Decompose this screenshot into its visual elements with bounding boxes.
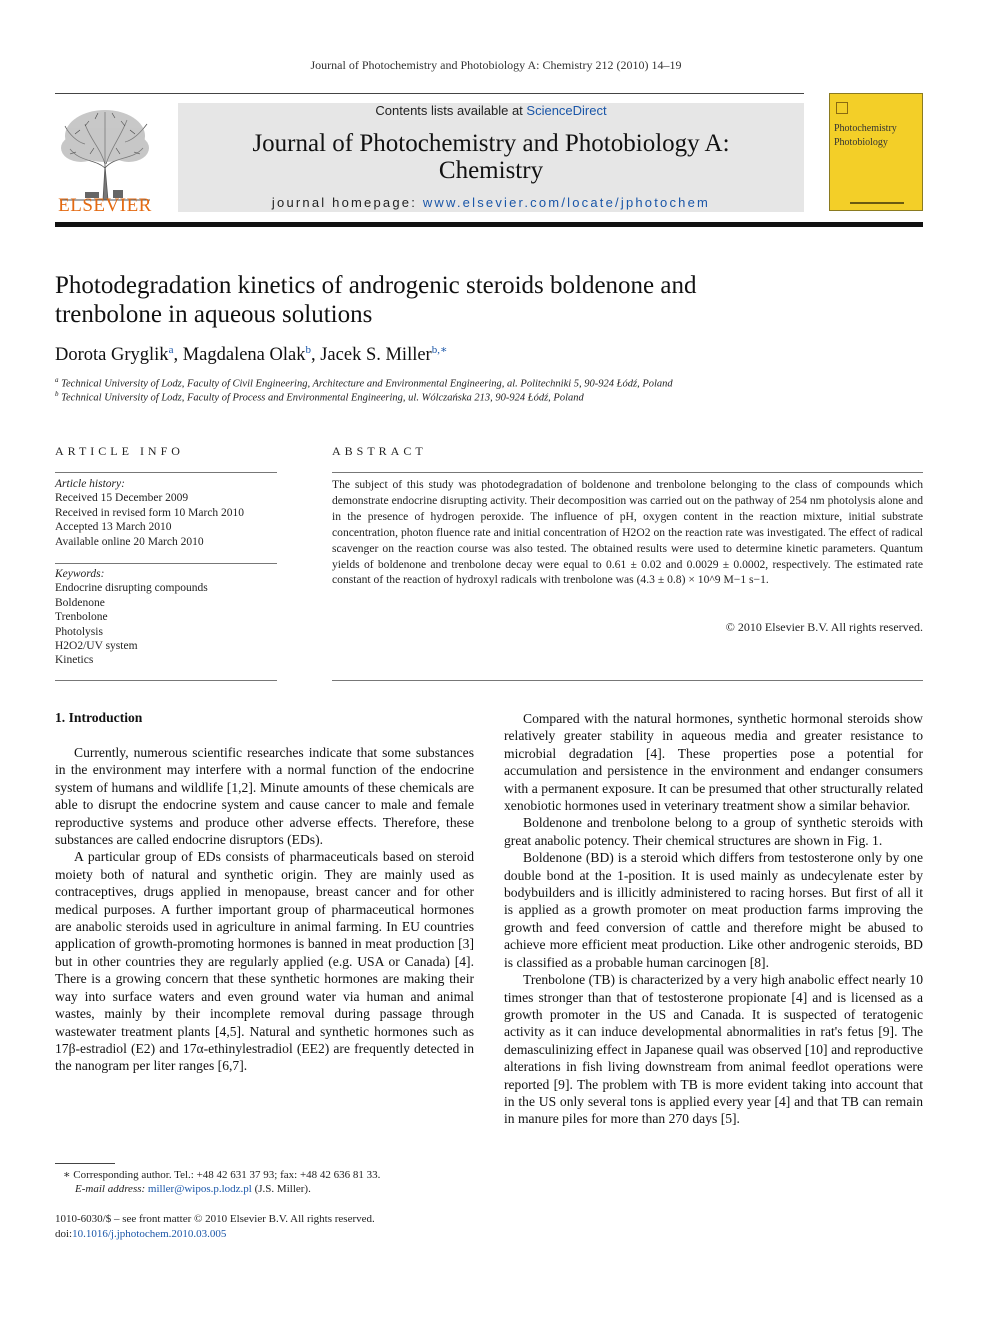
keywords-label: Keywords:	[55, 568, 105, 580]
running-head: Journal of Photochemistry and Photobiology A: Chemistry 212 (2010) 14–19	[310, 58, 682, 72]
history-label: Article history:	[55, 478, 125, 490]
email-line	[55, 1182, 475, 1196]
affiliation-mark: b	[55, 390, 59, 398]
article-info-bottom-rule	[55, 680, 277, 681]
homepage-link[interactable]: www.elsevier.com/locate/jphotochem	[422, 195, 711, 210]
body-paragraph: Compared with the natural hormones, synthetic hormonal steroids show relatively greater stability in aqueous media and greater resistance to microbial degradation [4]. These properties pose a potential for accumulation and persistence in the environment and endanger consumers with a permanent exposure. It can be presumed that other structurally related xenobiotic hormones used in veterinary treatment show a similar behavior.	[504, 711, 923, 814]
affiliation	[55, 376, 673, 390]
elsevier-logo[interactable]	[55, 104, 155, 216]
abstract-rule	[332, 472, 923, 473]
body-paragraph: Currently, numerous scientific researches indicate that some substances in the environment may interfere with a normal function of the endocrine system of humans and wildlife [1,2]. Minute amounts of these chemicals are able to disrupt the endocrine system and cause cancer to male and female reproductive systems and produce other adverse effects. Therefore, these substances are called endocrine disruptors (EDs).	[55, 745, 474, 848]
keyword-item: Kinetics	[55, 654, 94, 667]
article-title-line1: Photodegradation kinetics of androgenic steroids boldenone and	[55, 272, 697, 299]
corresponding-author-note	[55, 1168, 475, 1196]
abstract-heading: ABSTRACT	[332, 444, 427, 458]
article-title	[55, 271, 815, 329]
cover-title	[834, 122, 897, 150]
affiliation-text: Technical University of Lodz, Faculty of Civil Engineering, Architecture and Environmental Engineering, al. Politechniki 5, 90-924 Łódź, Poland	[61, 378, 673, 390]
article-info-heading: ARTICLE INFO	[55, 444, 184, 458]
issn-line: 1010-6030/$ – see front matter © 2010 Elsevier B.V. All rights reserved.	[55, 1213, 375, 1225]
doi-link[interactable]: 10.1016/j.jphotochem.2010.03.005	[72, 1228, 227, 1240]
contents-line	[178, 103, 804, 118]
author-name[interactable]: Magdalena Olak	[182, 345, 306, 366]
author-list: Dorota Gryglik$^a$, Magdalena Olak$^b$, Jacek S. Miller$^{b,∗}$	[55, 344, 448, 366]
abstract-text: The subject of this study was photodegradation of boldenone and trenbolone belonging to the class of compounds which demonstrate endocrine disrupting activity. Their decomposition was carried out on the pathway of 254 nm photolysis alone and in the presence of hydrogen peroxide. The influence of pH, oxygen content in the reaction mixture, initial substrate concentration, photon fluence rate and initial concentration of H2O2 on the reaction rate was investigated. The effect of radical scavenger on the reaction course was also tested. The obtained results were used to determine kinetic parameters. Quantum yields of boldenone and trenbolone decay were equal to 0.61 ± 0.02 and 0.0029 ± 0.0002, respectively. The estimated rate constant of the reaction of hydroxyl radicals with trenbolone was (4.3 ± 0.8) × 10^9 M−1 s−1.	[332, 478, 923, 587]
front-matter	[55, 1212, 375, 1242]
footnote-rule	[55, 1163, 115, 1164]
affiliation-text: Technical University of Lodz, Faculty of Process and Environmental Engineering, ul. Wólczańska 213, 90-924 Łódź, Poland	[61, 392, 584, 404]
body-right-column	[504, 710, 923, 1128]
author-affil-mark[interactable]: b,∗	[431, 344, 448, 356]
masthead-rule	[55, 222, 923, 227]
history-item: Received in revised form 10 March 2010	[55, 506, 245, 519]
cover-footer-bar	[850, 202, 904, 204]
journal-cover-thumbnail[interactable]	[829, 93, 923, 211]
keyword-item: Trenbolone	[55, 611, 108, 624]
cover-title-line1: Photochemistry	[834, 123, 897, 134]
keywords	[55, 567, 277, 668]
cover-emblem-icon	[836, 102, 848, 114]
history-item: Accepted 13 March 2010	[55, 521, 172, 534]
body-paragraph: A particular group of EDs consists of pharmaceuticals based on steroid moiety both of natural and synthetic origin. They are mainly used as contraceptives, drugs applied in menopause, breast cancer and for other medical purposes. A further important group of pharmaceutical hormones are anabolic steroids used in agriculture in animal farming. In EU countries application of growth-promoting hormones is banned in meat production [3] but in other countries they are regularly applied (e.g. USA or Canada) [4]. There is a growing concern that these synthetic hormones are making their way into surface waters and even ground water via human and animal wastes, mainly by their incomplete removal during passage through wastewater treatment plants [4,5]. Natural and synthetic hormones such as 17β-estradiol (E2) and 17α-ethinylestradiol (EE2) are frequently detected in the nanogram per liter ranges [6,7].	[55, 849, 474, 1074]
copyright: © 2010 Elsevier B.V. All rights reserved.	[725, 620, 923, 634]
keyword-item: Endocrine disrupting compounds	[55, 582, 208, 595]
affiliation-mark: a	[55, 376, 59, 384]
header-rule	[55, 93, 804, 94]
journal-title-line2: Chemistry	[438, 157, 544, 184]
homepage-prefix: journal homepage:	[271, 195, 423, 210]
author-name[interactable]: Jacek S. Miller	[320, 345, 432, 366]
section-heading: 1. Introduction	[55, 710, 143, 725]
cover-title-line2: Photobiology	[834, 137, 888, 148]
keywords-rule	[55, 563, 277, 564]
history-item: Received 15 December 2009	[55, 492, 189, 505]
journal-homepage	[178, 195, 804, 210]
email-label: E-mail address:	[75, 1183, 148, 1195]
affiliation	[55, 390, 584, 404]
contents-prefix: Contents lists available at	[375, 103, 527, 118]
article-title-line2: trenbolone in aqueous solutions	[55, 301, 373, 328]
body-paragraph: Trenbolone (TB) is characterized by a very high anabolic effect nearly 10 times stronger than that of testosterone propionate [4] and is licensed as a growth promoter in the US and Canada. It is suspected of teratogenic activity as it can induce developmental abnormalities in rat's fetus [9]. The demasculinizing effect in Japanese quail was observed [10] and reproductive alterations in fish living downstream from animal feedlot operations were reported [9]. The problem with TB is more evident taking into account that in the US only several tons is applied every year [4] and that TB can remain in manure piles for more than 270 days [5].	[504, 972, 923, 1127]
sciencedirect-link[interactable]: ScienceDirect	[526, 103, 607, 118]
keyword-item: Boldenone	[55, 596, 105, 609]
author-name[interactable]: Dorota Gryglik	[55, 345, 169, 366]
doi-line	[55, 1227, 375, 1242]
corresponding-line: ∗ Corresponding author. Tel.: +48 42 631 37 93; fax: +48 42 636 81 33.	[63, 1169, 381, 1181]
body-paragraph: Boldenone (BD) is a steroid which differs from testosterone only by one double bond at the 1-position. It is used mainly as undecylenate ester by bodybuilders and is illicitly administered to racing horses. But first of all it is applied as a growth promoter on meat production farms improving the growth and feed conversion of cattle and therefore might be abused to achieve more efficient meat production. Like other androgenic steroids, BD is classified as a probable human carcinogen [8].	[504, 850, 923, 970]
publisher-name: ELSEVIER	[58, 195, 152, 216]
body-paragraph: Boldenone and trenbolone belong to a group of synthetic steroids with great anabolic potency. Their chemical structures are shown in Fig. 1.	[504, 815, 923, 848]
keyword-item: H2O2/UV system	[55, 640, 138, 653]
author-affil-mark[interactable]: a	[168, 344, 174, 356]
article-info-rule	[55, 472, 277, 473]
email-link[interactable]: miller@wipos.p.lodz.pl	[147, 1183, 252, 1195]
keyword-item: Photolysis	[55, 625, 103, 638]
author-affil-mark[interactable]: b	[305, 344, 311, 356]
abstract-bottom-rule	[332, 680, 923, 681]
history-item: Available online 20 March 2010	[55, 535, 204, 548]
email-suffix: (J.S. Miller).	[251, 1183, 311, 1195]
doi-prefix: doi:	[55, 1228, 73, 1240]
article-history	[55, 477, 277, 549]
journal-title-line1: Journal of Photochemistry and Photobiology A:	[252, 130, 730, 157]
body-left-column	[55, 744, 474, 1075]
journal-title	[178, 130, 804, 184]
